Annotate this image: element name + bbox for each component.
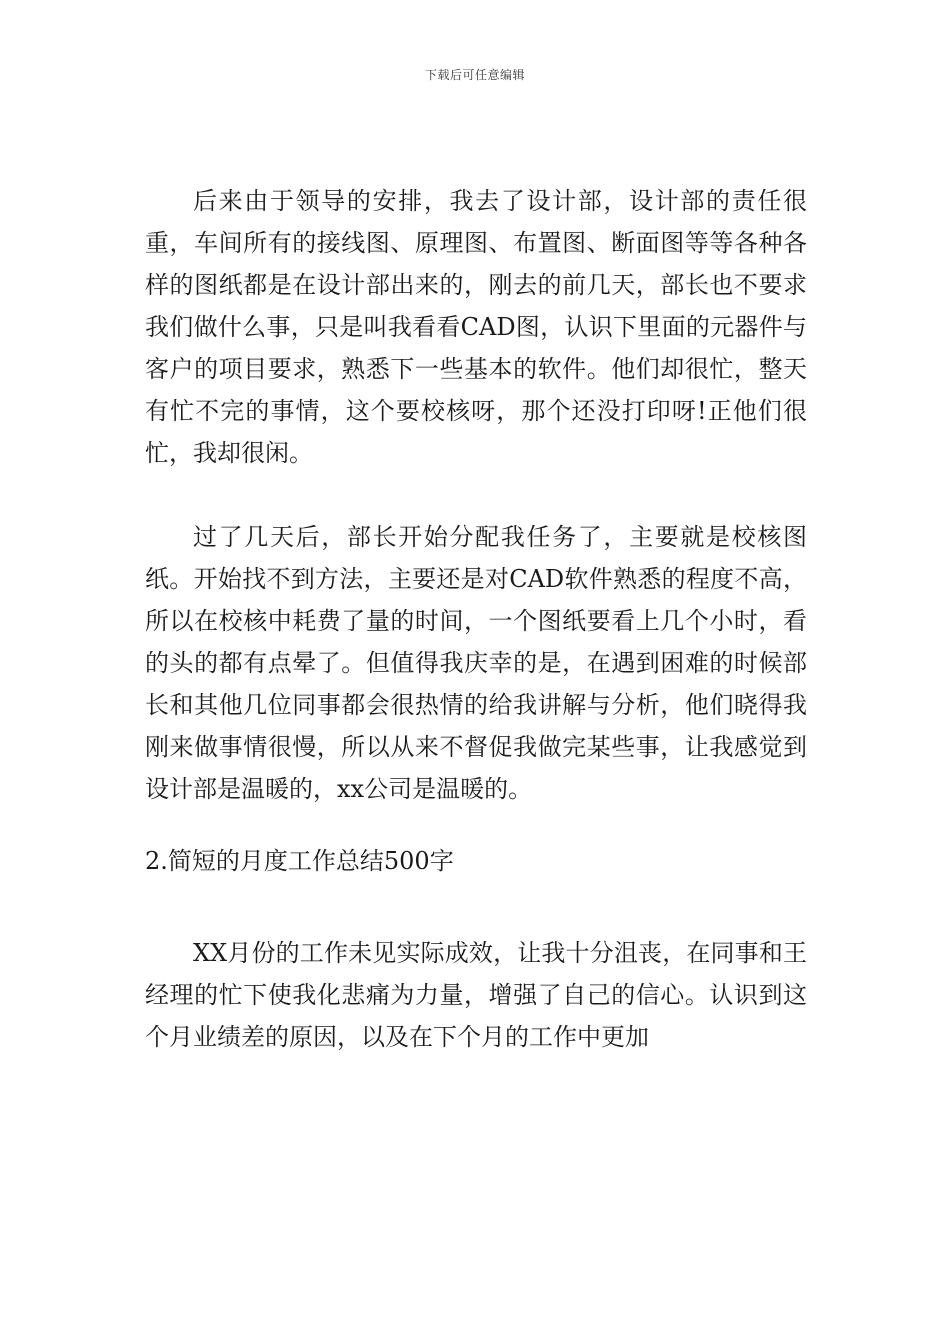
- body-paragraph-2: 过了几天后，部长开始分配我任务了，主要就是校核图纸。开始找不到方法，主要还是对CAD软件熟悉的程度不高，所以在校核中耗费了量的时间，一个图纸要看上几个小时，看的头的都有点晕了。但值得我庆幸的是，在遇到困难的时候部长和其他几位同事都会很热情的给我讲解与分析，他们晓得我刚来做事情很慢，所以从来不督促我做完某些事，让我感觉到设计部是温暖的，xx公司是温暖的。: [145, 523, 807, 803]
- body-paragraph-1: 后来由于领导的安排，我去了设计部，设计部的责任很重，车间所有的接线图、原理图、布置图、断面图等等各种各样的图纸都是在设计部出来的，刚去的前几天，部长也不要求我们做什么事，只是叫我看看CAD图，认识下里面的元器件与客户的项目要求，熟悉下一些基本的软件。他们却很忙，整天有忙不完的事情，这个要校核呀，那个还没打印呀!正他们很忙，我却很闲。: [145, 187, 807, 467]
- page-header: 下载后可任意编辑: [424, 68, 525, 82]
- document-body: [145, 180, 807, 1058]
- body-paragraph-3: XX月份的工作未见实际成效，让我十分沮丧，在同事和王经理的忙下使我化悲痛为力量，增强了自己的信心。认识到这个月业绩差的原因，以及在下个月的工作中更加: [145, 939, 807, 1051]
- section-heading: 2.简短的月度工作总结500字: [145, 847, 454, 875]
